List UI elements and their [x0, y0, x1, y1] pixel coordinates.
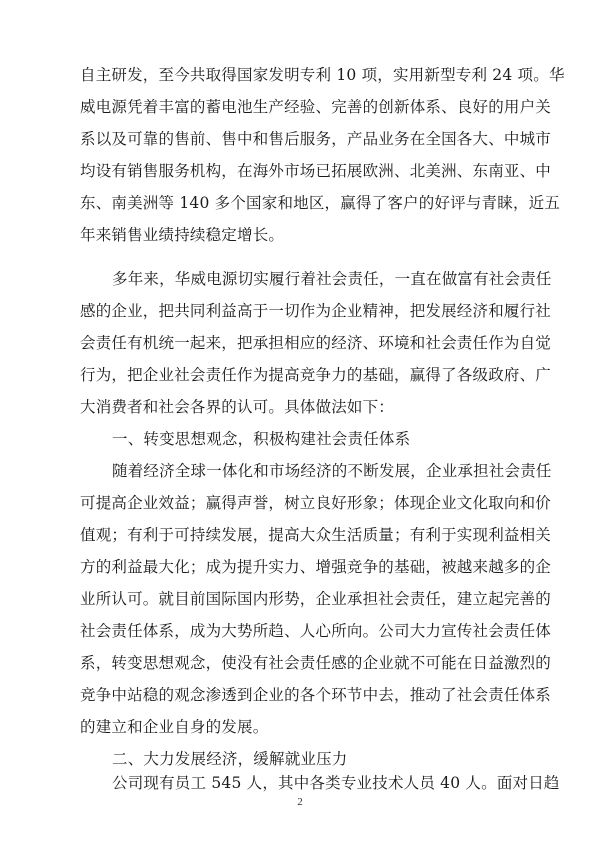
body-text-line: 东、南美洲等 140 多个国家和地区，赢得了客户的好评与青睐，近五: [80, 194, 561, 212]
body-text-line: 会责任有机统一起来，把承担相应的经济、环境和社会责任作为自觉: [80, 334, 552, 352]
body-text-line: 系，转变思想观念，使没有社会责任感的企业就不可能在日益激烈的: [80, 654, 552, 672]
section-heading-2: 二、大力发展经济，缓解就业压力: [112, 750, 348, 768]
body-text-line: 社会责任体系，成为大势所趋、人心所向。公司大力宣传社会责任体: [80, 622, 552, 640]
body-text-line: 自主研发，至今共取得国家发明专利 10 项，实用新型专利 24 项。华: [80, 66, 565, 84]
body-text-line: 大消费者和社会各界的认可。具体做法如下：: [80, 398, 395, 416]
section-heading-1: 一、转变思想观念，积极构建社会责任体系: [112, 430, 411, 448]
body-text-line: 方的利益最大化；成为提升实力、增强竞争的基础，被越来越多的企: [80, 558, 552, 576]
body-text-line: 年来销售业绩持续稳定增长。: [80, 226, 285, 244]
body-text-line: 竞争中站稳的观念渗透到企业的各个环节中去，推动了社会责任体系: [80, 686, 552, 704]
body-text-line: 行为，把企业社会责任作为提高竞争力的基础，赢得了各级政府、广: [80, 366, 552, 384]
paragraph-first-line: 多年来，华威电源切实履行着社会责任，一直在做富有社会责任: [112, 270, 552, 288]
body-text-line: 值观；有利于可持续发展，提高大众生活质量；有利于实现利益相关: [80, 526, 552, 544]
paragraph-first-line: 公司现有员工 545 人，其中各类专业技术人员 40 人。面对日趋: [112, 774, 560, 792]
body-text-line: 的建立和企业自身的发展。: [80, 718, 269, 736]
body-text-line: 系以及可靠的售前、售中和售后服务，产品业务在全国各大、中城市: [80, 130, 552, 148]
body-text-line: 均设有销售服务机构，在海外市场已拓展欧洲、北美洲、东南亚、中: [80, 162, 552, 180]
page-number: 2: [297, 796, 303, 808]
body-text-line: 感的企业，把共同利益高于一切作为企业精神，把发展经济和履行社: [80, 302, 552, 320]
paragraph-first-line: 随着经济全球一体化和市场经济的不断发展，企业承担社会责任: [112, 462, 552, 480]
body-text-line: 威电源凭着丰富的蓄电池生产经验、完善的创新体系、良好的用户关: [80, 98, 552, 116]
body-text-line: 可提高企业效益；赢得声誉，树立良好形象；体现企业文化取向和价: [80, 494, 552, 512]
body-text-line: 业所认可。就目前国际国内形势，企业承担社会责任，建立起完善的: [80, 590, 552, 608]
